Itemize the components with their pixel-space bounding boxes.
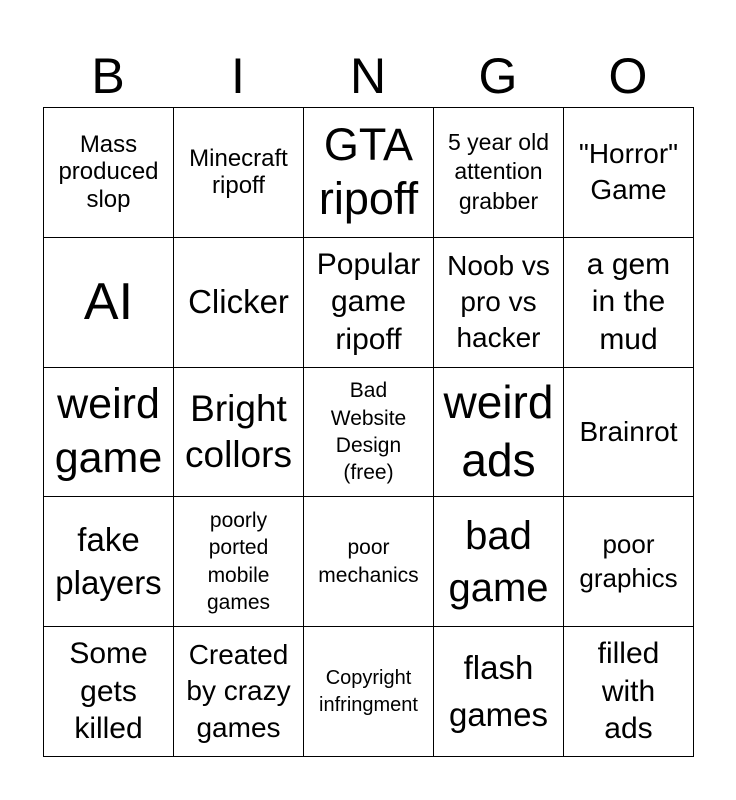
bingo-cell[interactable] bbox=[434, 497, 564, 627]
bingo-cell-text: Minecraft ripoff bbox=[189, 144, 288, 200]
bingo-cell[interactable] bbox=[174, 627, 304, 757]
bingo-cell-text: weird ads bbox=[443, 376, 554, 486]
bingo-cell-text: Copyright infringment bbox=[319, 666, 418, 716]
header-letter-i: I bbox=[231, 48, 245, 104]
bingo-cell-text: Bright collors bbox=[185, 387, 292, 475]
bingo-cell-text: "Horror" Game bbox=[578, 138, 679, 206]
bingo-cell[interactable] bbox=[434, 238, 564, 368]
bingo-cell[interactable] bbox=[304, 368, 434, 498]
bingo-cell[interactable] bbox=[564, 497, 694, 627]
bingo-cell-text: Popular game ripoff bbox=[316, 247, 421, 356]
bingo-cell-text: Clicker bbox=[188, 283, 289, 321]
bingo-cell[interactable] bbox=[564, 238, 694, 368]
bingo-cell[interactable] bbox=[434, 368, 564, 498]
bingo-cell[interactable] bbox=[564, 368, 694, 498]
bingo-cell-text: Bad Website Design (free) bbox=[330, 379, 407, 485]
bingo-cell[interactable] bbox=[174, 108, 304, 238]
bingo-cell-text: poor graphics bbox=[579, 528, 678, 593]
bingo-cell[interactable] bbox=[434, 627, 564, 757]
bingo-cell-text: AI bbox=[83, 273, 134, 332]
bingo-cell-text: 5 year old attention grabber bbox=[447, 128, 549, 215]
bingo-cell[interactable] bbox=[44, 108, 174, 238]
header-letter-g: G bbox=[478, 48, 518, 104]
bingo-cell[interactable] bbox=[304, 497, 434, 627]
bingo-cell-text: weird game bbox=[54, 380, 163, 482]
bingo-cell-text: Created by crazy games bbox=[186, 639, 291, 743]
bingo-cell-text: GTA ripoff bbox=[318, 119, 419, 225]
bingo-cell-text: fake players bbox=[55, 520, 162, 601]
bingo-cell[interactable] bbox=[434, 108, 564, 238]
bingo-cell[interactable] bbox=[304, 627, 434, 757]
bingo-cell-text: Mass produced slop bbox=[58, 130, 159, 214]
bingo-cell-text: Noob vs pro vs hacker bbox=[447, 249, 550, 354]
bingo-cell[interactable] bbox=[174, 368, 304, 498]
bingo-cell-text: poorly ported mobile games bbox=[206, 509, 271, 615]
bingo-header bbox=[43, 44, 693, 108]
header-letter-b: B bbox=[91, 48, 125, 104]
bingo-cell-text: filled with ads bbox=[597, 637, 660, 746]
bingo-cell[interactable] bbox=[44, 238, 174, 368]
bingo-cell[interactable] bbox=[44, 627, 174, 757]
bingo-cell-text: Brainrot bbox=[579, 415, 678, 447]
bingo-cell[interactable] bbox=[564, 627, 694, 757]
bingo-cell[interactable] bbox=[44, 497, 174, 627]
bingo-cell-text: a gem in the mud bbox=[586, 247, 671, 356]
bingo-cell[interactable] bbox=[44, 368, 174, 498]
header-letter-n: N bbox=[349, 48, 387, 104]
bingo-cell-text: bad game bbox=[448, 513, 549, 610]
bingo-cell[interactable] bbox=[174, 497, 304, 627]
bingo-cell[interactable] bbox=[564, 108, 694, 238]
bingo-cell[interactable] bbox=[174, 238, 304, 368]
bingo-cell[interactable] bbox=[304, 238, 434, 368]
bingo-cell-text: poor mechanics bbox=[318, 536, 419, 587]
bingo-board bbox=[43, 107, 694, 757]
header-letter-o: O bbox=[608, 48, 648, 104]
bingo-cell-text: Some gets killed bbox=[69, 637, 148, 746]
bingo-cell-text: flash games bbox=[448, 649, 549, 733]
bingo-cell[interactable] bbox=[304, 108, 434, 238]
